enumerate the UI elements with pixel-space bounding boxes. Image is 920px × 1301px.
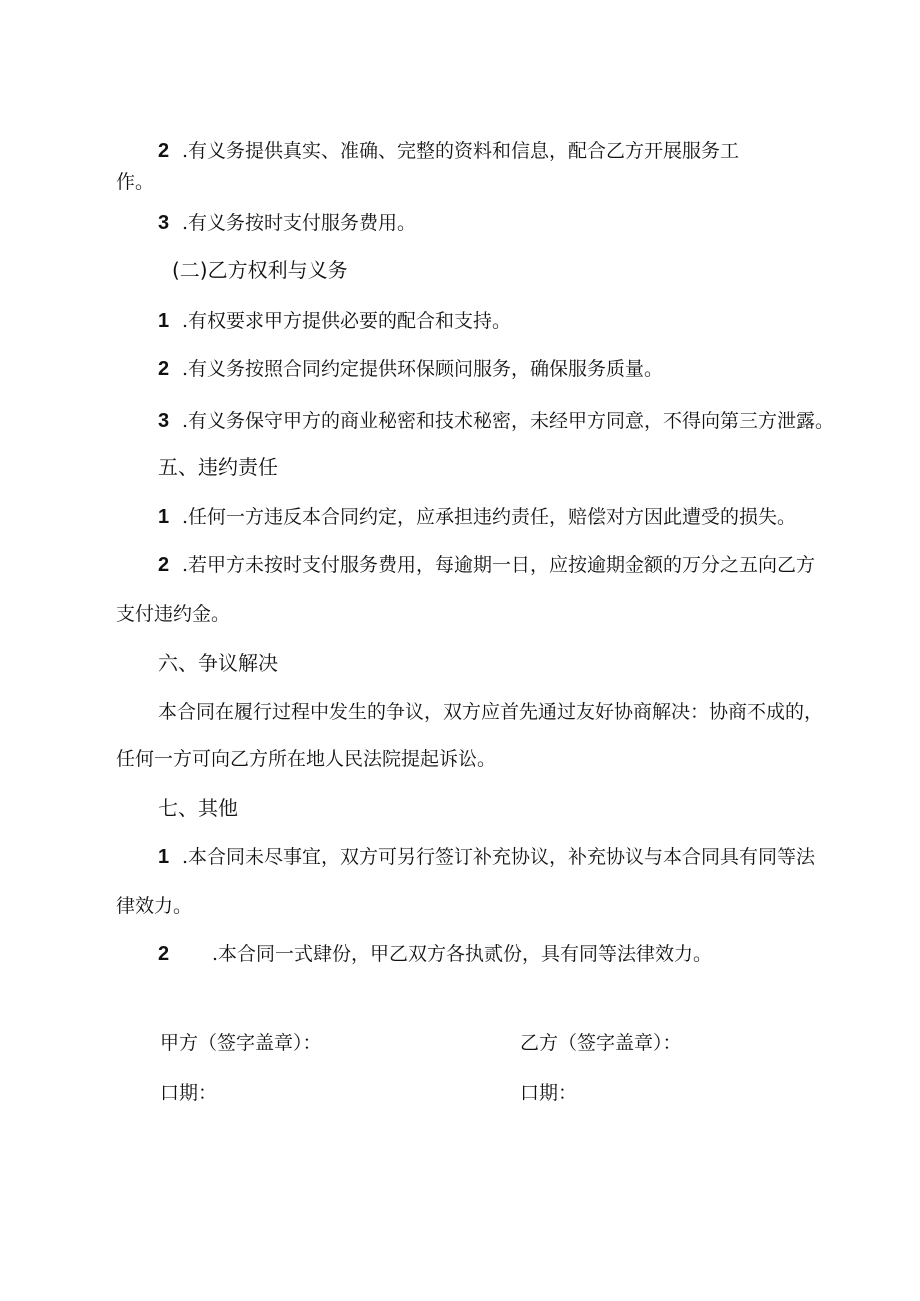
- item-number: 2: [158, 943, 170, 965]
- item-number: 1: [158, 506, 170, 528]
- item-text: .有义务提供真实、准确、完整的资料和信息，配合乙方开展服务工: [182, 140, 740, 162]
- section-5-item-2: [158, 553, 815, 577]
- party-b-date-label: 口期：: [520, 1082, 578, 1104]
- item-text: .本合同未尽事宜，双方可另行签订补充协议，补充协议与本合同具有同等法: [182, 846, 816, 868]
- party-a-signature-label: 甲方（签字盖章）：: [160, 1032, 322, 1054]
- party-b-item-1: [158, 309, 511, 333]
- item-number: 3: [158, 410, 170, 432]
- item-text: .有义务保守甲方的商业秘密和技术秘密，未经甲方同意，不得向第三方泄露。: [182, 410, 835, 432]
- party-a-item-3: [158, 211, 416, 235]
- item-text: 作。: [116, 171, 155, 193]
- party-a-date-label: 口期：: [160, 1082, 218, 1104]
- item-text: .有义务按时支付服务费用。: [182, 212, 417, 234]
- item-text: .任何一方违反本合同约定，应承担违约责任，赔偿对方因此遭受的损失。: [182, 506, 797, 528]
- party-b-signature-label: 乙方（签字盖章）：: [520, 1032, 682, 1054]
- section-6-paragraph-line-2: 任何一方可向乙方所在地人民法院提起诉讼。: [116, 748, 497, 770]
- item-number: 2: [158, 554, 170, 576]
- section-7-item-1: [158, 845, 815, 869]
- item-text: 律效力。: [116, 895, 193, 917]
- party-b-heading: (二)乙方权利与义务: [172, 258, 348, 282]
- item-number: 2: [158, 140, 170, 162]
- item-number: 1: [158, 310, 170, 332]
- item-number: 2: [158, 358, 170, 380]
- section-6-paragraph-line-1: 本合同在履行过程中发生的争议，双方应首先通过友好协商解决：协商不成的，: [158, 701, 824, 723]
- section-5-heading: 五、违约责任: [158, 455, 278, 479]
- party-a-item-2-continued: [116, 170, 154, 194]
- section-6-heading: 六、争议解决: [158, 651, 278, 675]
- section-5-item-1: [158, 505, 796, 529]
- item-number: 1: [158, 846, 170, 868]
- item-number: 3: [158, 212, 170, 234]
- item-text: .若甲方未按时支付服务费用，每逾期一日，应按逾期金额的万分之五向乙方: [182, 554, 816, 576]
- party-b-item-3: [158, 409, 834, 433]
- party-b-item-2: [158, 357, 663, 381]
- item-text: 支付违约金。: [116, 603, 231, 625]
- section-7-item-1-continued: [116, 894, 192, 918]
- item-text: .有义务按照合同约定提供环保顾问服务，确保服务质量。: [182, 358, 664, 380]
- section-7-item-2: [158, 942, 712, 966]
- item-text: .有权要求甲方提供必要的配合和支持。: [182, 310, 512, 332]
- section-7-heading: 七、其他: [158, 796, 238, 820]
- section-5-item-2-continued: [116, 602, 230, 626]
- party-a-item-2: [158, 139, 739, 163]
- item-text: .本合同一式肆份，甲乙双方各执贰份，具有同等法律效力。: [212, 943, 713, 965]
